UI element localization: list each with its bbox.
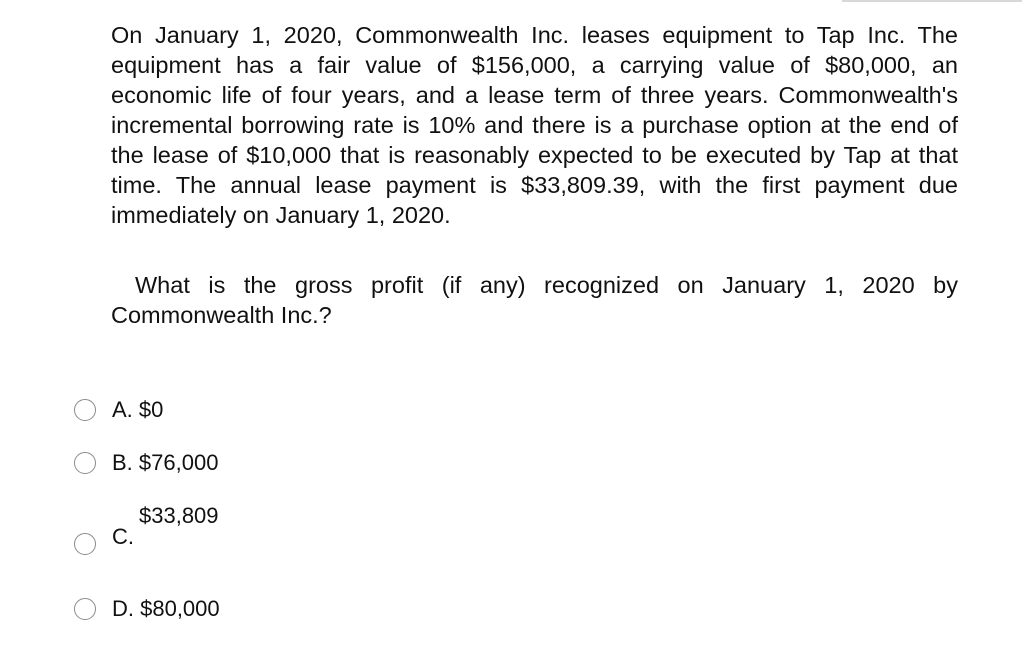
top-divider — [842, 0, 1022, 2]
option-a[interactable] — [74, 395, 163, 425]
option-d[interactable] — [74, 594, 220, 624]
question-body: On January 1, 2020, Commonwealth Inc. leases equipment to Tap Inc. The equipment has a fair value of $156,000, a carrying value of $80,000, an economic life of four years, and a lease term of three years. Commonwealth's incremental borrowing rate is 10% and there is a purchase option at the end of the lease of $10,000 that is reasonably expected to be executed by Tap at that time. The annual lease payment is $33,809.39, with the first payment due immediately on January 1, 2020. — [111, 22, 958, 228]
option-a-radio[interactable] — [74, 399, 96, 421]
option-b[interactable] — [74, 448, 218, 478]
option-a-label: A. $0 — [112, 397, 164, 422]
option-c-radio[interactable] — [74, 533, 96, 555]
question-prompt: What is the gross profit (if any) recognized on January 1, 2020 by Commonwealth Inc.? — [111, 272, 958, 328]
option-b-label: B. $76,000 — [112, 450, 219, 475]
option-c-value: $33,809 — [139, 503, 219, 528]
option-d-radio[interactable] — [74, 598, 96, 620]
option-b-radio[interactable] — [74, 452, 96, 474]
option-d-label: D. $80,000 — [112, 596, 220, 621]
option-c-letter: C. — [112, 524, 134, 549]
option-c[interactable] — [74, 529, 96, 559]
